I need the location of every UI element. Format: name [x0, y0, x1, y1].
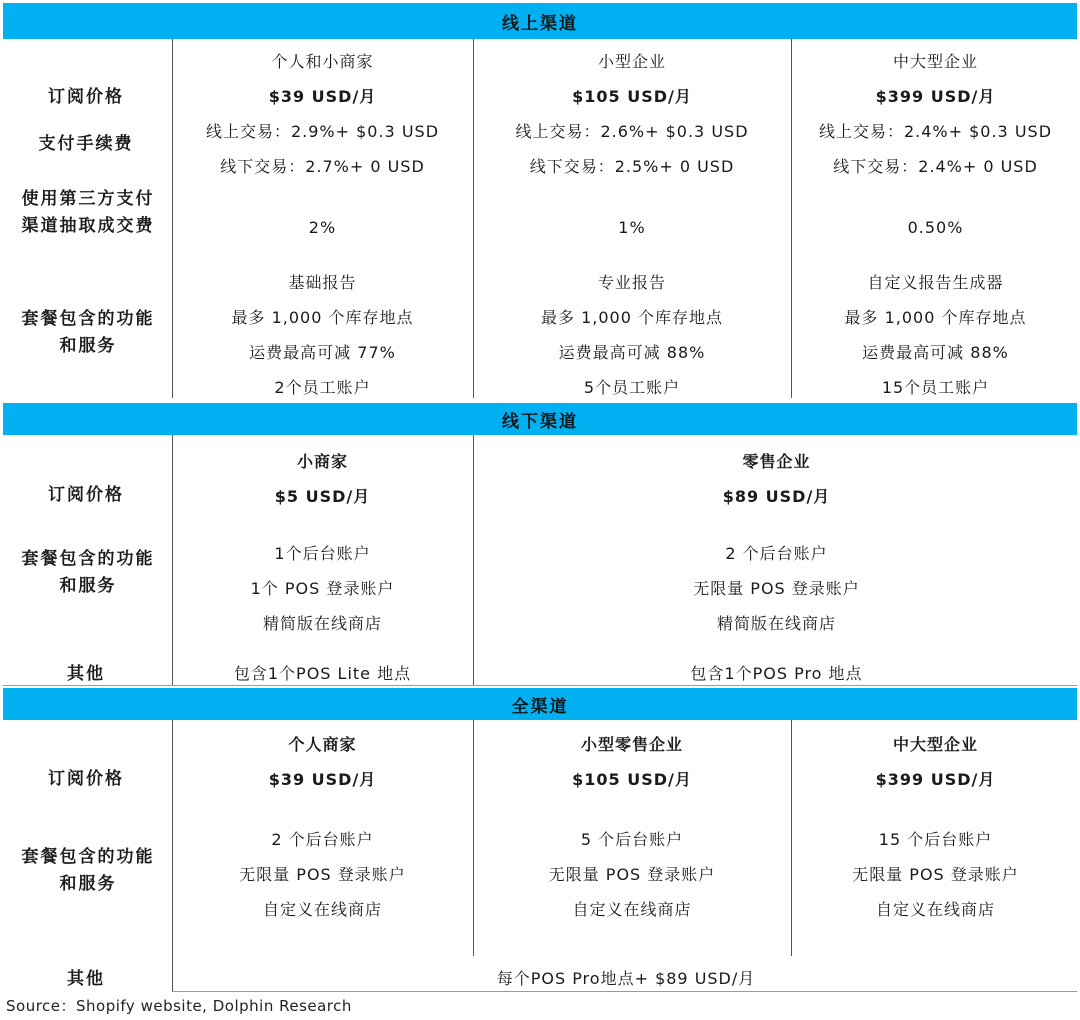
omni-plan-name: 小型零售企业 — [580, 735, 683, 754]
online-plan-price: $39 USD/月 — [268, 87, 377, 106]
omni-plan-feature: 15 个后台账户 — [878, 830, 993, 849]
online-plan-name: 个人和小商家 — [271, 52, 374, 71]
online-section-header — [3, 3, 1077, 39]
omni-plan-feature: 无限量 POS 登录账户 — [548, 865, 716, 884]
offline-plan-feature: 精简版在线商店 — [716, 614, 836, 633]
online-plan-fee-offline: 线下交易：2.5%+ 0 USD — [529, 157, 735, 176]
omni-plan-feature: 5 个后台账户 — [580, 830, 684, 849]
online-section-title: 线上渠道 — [502, 13, 578, 34]
omni-plan-feature: 无限量 POS 登录账户 — [852, 865, 1019, 884]
online-plan-third-party: 1% — [618, 218, 646, 237]
offline-plan-feature: 2 个后台账户 — [725, 544, 828, 563]
online-plan-feature: 最多 1,000 个库存地点 — [844, 308, 1027, 327]
online-plan-feature: 运费最高可减 77% — [249, 343, 396, 362]
omni-price-label: 订阅价格 — [48, 769, 124, 789]
source-note: Source：Shopify website, Dolphin Research — [6, 997, 352, 1015]
online-plan-feature: 15个员工账户 — [881, 378, 990, 397]
offline-price-label: 订阅价格 — [48, 485, 124, 505]
online-plan-price: $399 USD/月 — [875, 87, 996, 106]
offline-plan-feature: 精简版在线商店 — [262, 614, 382, 633]
offline-plan-name: 小商家 — [296, 452, 348, 471]
online-price-label: 订阅价格 — [48, 87, 124, 107]
online-plan-feature: 5个员工账户 — [583, 378, 681, 397]
omni-plan-name: 个人商家 — [288, 735, 357, 754]
online-plan-fee-offline: 线下交易：2.7%+ 0 USD — [220, 157, 425, 176]
online-features-label: 套餐包含的功能和服务 — [21, 309, 155, 356]
omni-plan-feature: 自定义在线商店 — [262, 900, 382, 919]
omni-plan-feature: 无限量 POS 登录账户 — [239, 865, 406, 884]
online-plan-fee-online: 线上交易：2.9%+ $0.3 USD — [205, 122, 440, 141]
omni-plan-name: 中大型企业 — [892, 735, 978, 754]
omni-features-label: 套餐包含的功能和服务 — [21, 847, 155, 894]
online-plan-fee-online: 线上交易：2.6%+ $0.3 USD — [515, 122, 749, 141]
omni-other-label: 其他 — [67, 969, 105, 989]
offline-plan-other: 包含1个POS Pro 地点 — [690, 664, 863, 683]
offline-section-header — [3, 403, 1077, 435]
grid-line — [172, 991, 1077, 992]
offline-plan-feature: 无限量 POS 登录账户 — [693, 579, 860, 598]
online-plan-third-party: 0.50% — [907, 218, 964, 237]
omni-section-header — [3, 688, 1077, 720]
online-plan-price: $105 USD/月 — [572, 87, 692, 106]
offline-plan-other: 包含1个POS Lite 地点 — [233, 664, 412, 683]
omni-plan-price: $105 USD/月 — [572, 770, 692, 789]
online-plan-name: 中大型企业 — [892, 52, 978, 71]
online-plan-feature: 运费最高可减 88% — [862, 343, 1009, 362]
online-plan-fee-offline: 线下交易：2.4%+ 0 USD — [833, 157, 1038, 176]
omni-other-value: 每个POS Pro地点+ $89 USD/月 — [496, 969, 756, 988]
offline-features-label: 套餐包含的功能和服务 — [21, 549, 155, 596]
grid-line — [172, 720, 173, 992]
offline-plan-price: $5 USD/月 — [274, 487, 371, 506]
online-fee-label: 支付手续费 — [38, 134, 134, 154]
offline-plan-feature: 1个 POS 登录账户 — [250, 579, 395, 598]
offline-plan-name: 零售企业 — [742, 452, 811, 471]
online-plan-feature: 专业报告 — [597, 273, 666, 292]
omni-plan-price: $39 USD/月 — [268, 770, 377, 789]
online-plan-third-party: 2% — [308, 218, 337, 237]
online-plan-feature: 基础报告 — [288, 273, 357, 292]
online-plan-feature: 最多 1,000 个库存地点 — [541, 308, 723, 327]
omni-plan-price: $399 USD/月 — [875, 770, 996, 789]
offline-plan-feature: 1个后台账户 — [274, 544, 371, 563]
online-plan-feature: 最多 1,000 个库存地点 — [231, 308, 414, 327]
offline-other-label: 其他 — [67, 664, 105, 684]
offline-plan-price: $89 USD/月 — [722, 487, 831, 506]
offline-section-title: 线下渠道 — [502, 411, 578, 432]
omni-plan-feature: 自定义在线商店 — [572, 900, 692, 919]
online-third-party-label: 使用第三方支付渠道抽取成交费 — [21, 189, 155, 236]
online-plan-name: 小型企业 — [597, 52, 666, 71]
online-plan-feature: 自定义报告生成器 — [867, 273, 1004, 292]
omni-plan-feature: 自定义在线商店 — [875, 900, 995, 919]
online-plan-feature: 运费最高可减 88% — [558, 343, 706, 362]
online-plan-feature: 2个员工账户 — [274, 378, 371, 397]
omni-plan-feature: 2 个后台账户 — [271, 830, 374, 849]
omni-section-title: 全渠道 — [511, 696, 569, 717]
online-plan-fee-online: 线上交易：2.4%+ $0.3 USD — [818, 122, 1053, 141]
